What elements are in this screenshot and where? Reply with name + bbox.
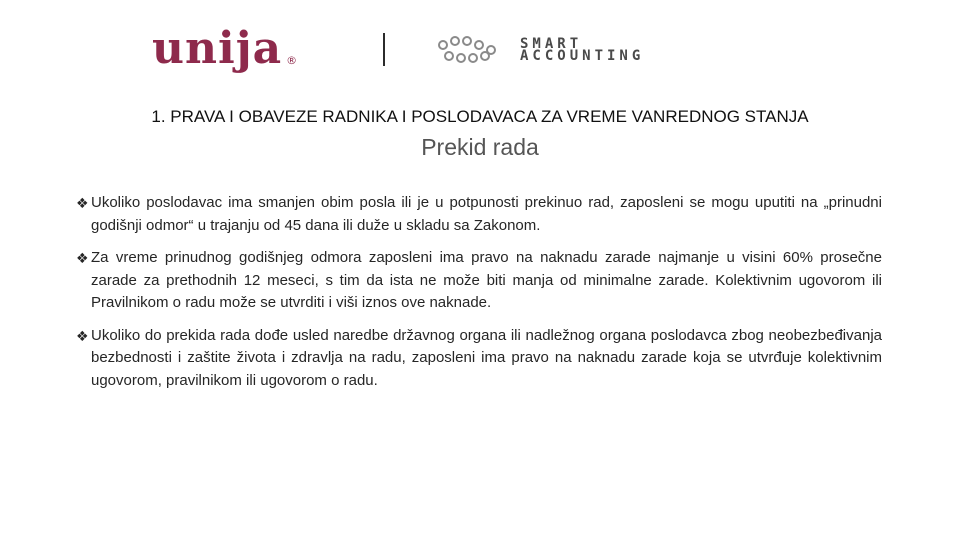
unija-logo [152, 23, 299, 74]
dots-cluster-icon [436, 36, 498, 64]
bullet-item [76, 325, 882, 393]
bullet-text: Ukoliko poslodavac ima smanjen obim posla ili je u potpunosti prekinuo rad, zaposleni se mogu uputiti na „prinudni godišnji odmor“ u trajanju od 45 dana ili duže u skladu sa Zakonom. [91, 194, 882, 234]
unija-logo-text: unija [152, 23, 283, 74]
section-heading: 1. PRAVA I OBAVEZE RADNIKA I POSLODAVACA ZA VREME VANREDNOG STANJA [151, 107, 809, 126]
logo-divider [383, 33, 385, 66]
diamond-bullet-icon: ❖ [76, 250, 89, 266]
diamond-bullet-icon: ❖ [76, 327, 89, 344]
diamond-bullet-icon: ❖ [76, 195, 89, 211]
bullet-text: Za vreme prinudnog godišnjeg odmora zaposleni ima pravo na naknadu zarade najmanje u visini 60% prosečne zarade za prethodnih 12 meseci, s tim da ista ne može biti manja od minimalne zarade. Kolektivnim ugovorom ili Pravilnikom o radu može se utvrditi i viši iznos ove naknade. [91, 249, 882, 311]
bullet-item [76, 192, 882, 237]
smart-logo-line1: SMART [520, 36, 583, 52]
registered-mark: ® [286, 54, 299, 67]
bullet-list [76, 192, 882, 402]
slide-subtitle: Prekid rada [421, 134, 539, 160]
bullet-item [76, 247, 882, 315]
smart-accounting-logo [520, 38, 644, 62]
bullet-text: Ukoliko do prekida rada dođe usled naredbe državnog organa ili nadležnog organa poslodavca zbog neobezbeđivanja bezbednosti i zaštite života i zdravlja na radu, zaposleni ima pravo na naknadu zarade koja se utvrđuje kolektivnim ugovorom, pravilnikom ili ugovorom o radu. [91, 326, 882, 389]
smart-logo-line2: ACCOUNTING [520, 48, 645, 64]
